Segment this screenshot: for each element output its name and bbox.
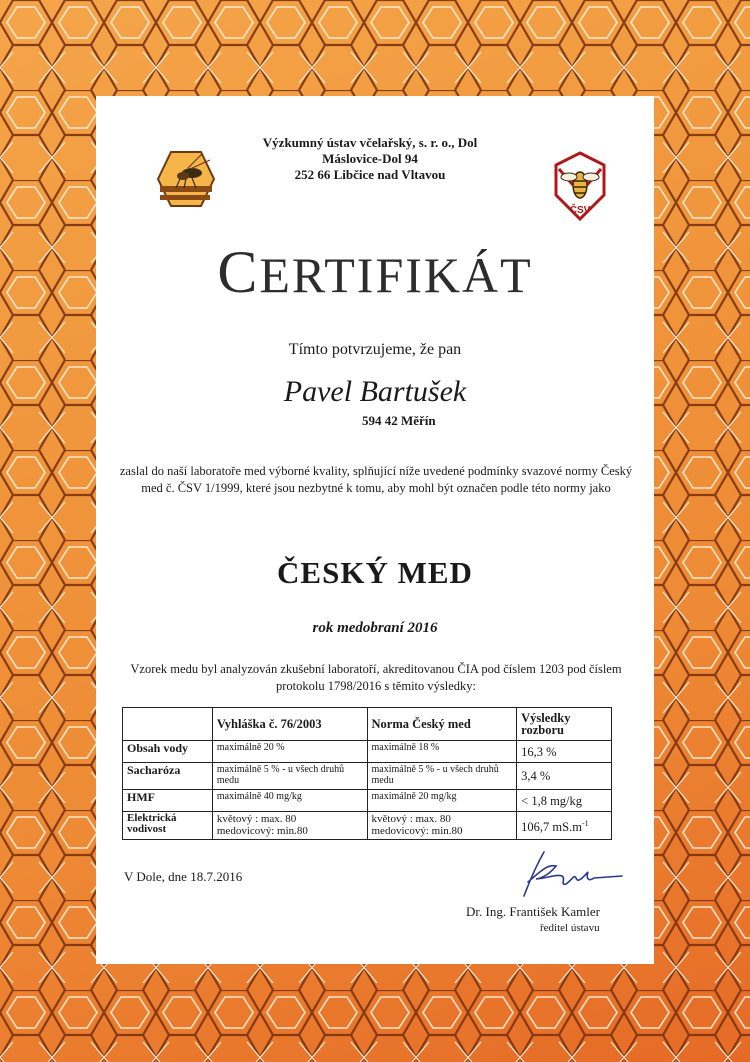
analysis-note: Vzorek medu byl analyzován zkušební laboratoří, akreditovanou ČIA pod číslem 1203 pod číslem protokolu 1798/2016 s těmito výsledky: [130, 662, 622, 693]
statement-text: zaslal do naší laboratoře med výborné kvality, splňující níže uvedené podmínky svazové normy Český med č. ČSV 1/1999, které jsou nezbytné k tomu, aby mohl být označen podle této normy jako [119, 464, 633, 495]
title-rest: ERTIFIKÁT [259, 247, 533, 303]
signature [516, 848, 626, 900]
header-result: Výsledky rozboru [517, 708, 612, 741]
row-result [517, 812, 612, 840]
row-decree [212, 812, 367, 840]
certificate-title [96, 238, 654, 307]
header-norm: Norma Český med [367, 708, 517, 741]
harvest-year: rok medobraní 2016 [312, 620, 438, 636]
signer-name: Dr. Ing. František Kamler [466, 904, 600, 919]
institute-address [190, 135, 550, 183]
recipient-name: Pavel Bartušek [283, 375, 467, 408]
csv-logo-text: ČSV [569, 205, 591, 216]
table-header-row [123, 708, 612, 741]
row-decree: maximálně 20 % [212, 741, 367, 763]
institute-name: Výzkumný ústav včelařský, s. r. o., Dol [262, 135, 478, 150]
norm-line-1: květový : max. 80 [371, 813, 451, 825]
product-name: ČESKÝ MED [277, 555, 473, 590]
table-row [123, 763, 612, 790]
row-parameter: Sacharóza [123, 763, 213, 790]
confirmation-text: Tímto potvrzujeme, že pan [288, 341, 462, 358]
row-norm [367, 812, 517, 840]
institute-street: Máslovice-Dol 94 [322, 151, 418, 166]
csv-bee-shield-logo [553, 151, 607, 221]
row-result: 16,3 % [517, 741, 612, 763]
table-row [123, 741, 612, 763]
results-table [122, 707, 612, 840]
row-norm: maximálně 5 % - u všech druhů medu [367, 763, 517, 790]
result-value: 106,7 mS.m [521, 820, 582, 835]
institute-city: 252 66 Libčice nad Vltavou [294, 167, 446, 182]
row-parameter: HMF [123, 790, 213, 812]
recipient-address: 594 42 Měřín [362, 413, 436, 428]
decree-line-1: květový : max. 80 [216, 813, 297, 825]
row-result: < 1,8 mg/kg [517, 790, 612, 812]
row-decree: maximálně 5 % - u všech druhů medu [212, 763, 367, 790]
place-and-date: V Dole, dne 18.7.2016 [124, 869, 243, 884]
row-norm: maximálně 18 % [367, 741, 517, 763]
row-parameter: Obsah vody [123, 741, 213, 763]
result-unit-exponent: -1 [581, 818, 589, 828]
row-result: 3,4 % [517, 763, 612, 790]
header-decree: Vyhláška č. 76/2003 [212, 708, 367, 741]
table-row [123, 812, 612, 840]
norm-line-2: medovicový: min.80 [371, 825, 463, 837]
header-empty [123, 708, 213, 741]
table-row [123, 790, 612, 812]
row-decree: maximálně 40 mg/kg [212, 790, 367, 812]
signer-role: ředitel ústavu [540, 922, 600, 934]
row-parameter: Elektrická vodivost [123, 812, 213, 840]
title-initial: C [217, 239, 260, 305]
decree-line-2: medovicový: min.80 [216, 825, 308, 837]
row-norm: maximálně 20 mg/kg [367, 790, 517, 812]
